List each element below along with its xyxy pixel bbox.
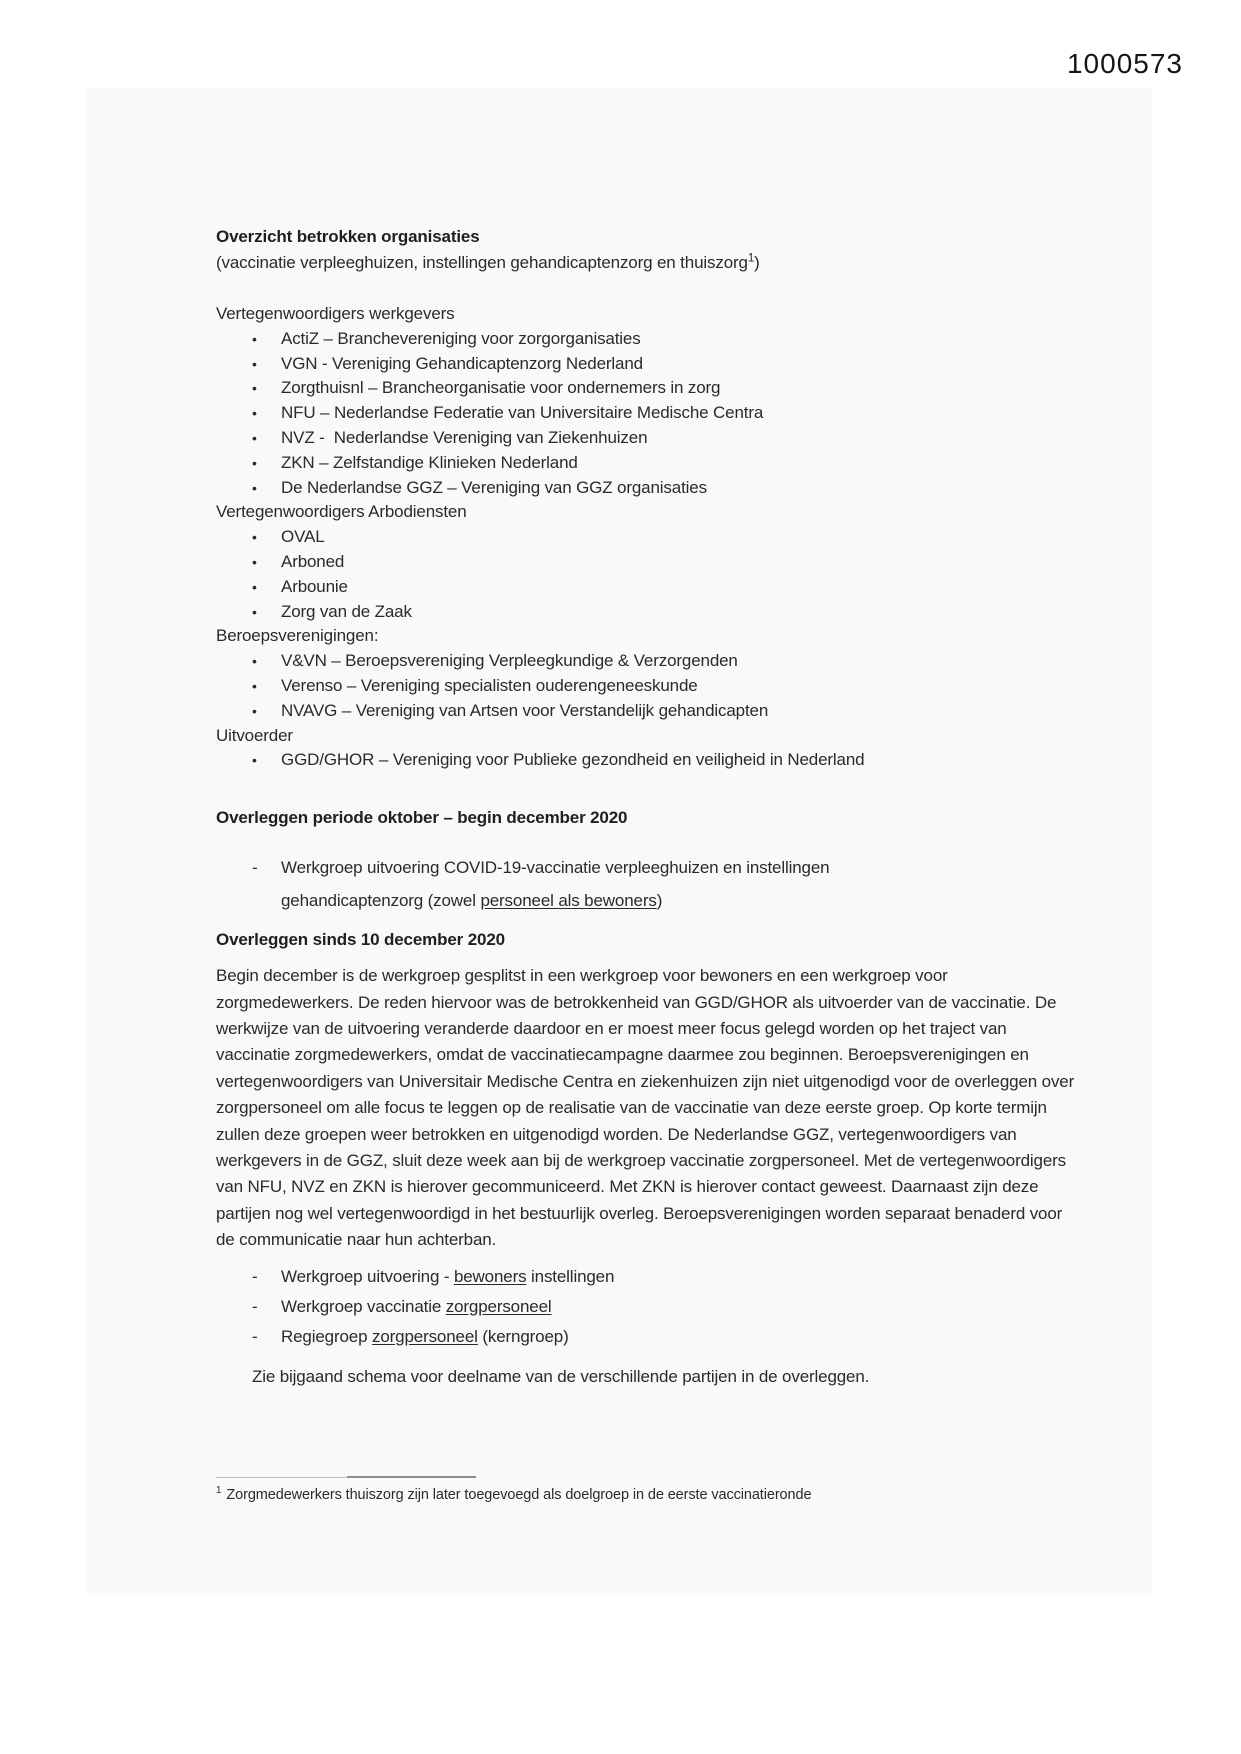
org-item: • NFU – Nederlandse Federatie van Universitaire Medische Centra (216, 401, 1084, 426)
org-item: • NVZ - Nederlandse Vereniging van Ziekenhuizen (216, 426, 1084, 451)
footnote-body: Zorgmedewerkers thuiszorg zijn later toegevoegd als doelgroep in de eerste vaccinatieronde (226, 1487, 812, 1503)
bullet-icon: • (252, 355, 257, 372)
group-label-beroepsverenigingen: Beroepsverenigingen: (216, 626, 379, 646)
werkgroep-list (216, 1262, 1084, 1352)
separator-dark-segment (347, 1476, 476, 1478)
dash-icon: - (252, 1296, 258, 1316)
document-subtitle (216, 250, 1084, 276)
list-item-text: Werkgroep vaccinatie (281, 1296, 446, 1316)
group-label-werkgevers: Vertegenwoordigers werkgevers (216, 304, 455, 323)
dash-icon: - (252, 858, 258, 878)
footnote-separator (216, 1476, 976, 1478)
bates-number: 1000573 (1066, 48, 1183, 79)
footnote-reference-mark: 1 (747, 252, 755, 265)
bullet-icon: • (252, 653, 257, 670)
section-heading-overleggen-oktober: Overleggen periode oktober – begin december 2020 (216, 808, 628, 828)
org-item: • ActiZ – Branchevereniging voor zorgorganisaties (216, 327, 1084, 352)
org-item: • VGN - Vereniging Gehandicaptenzorg Nederland (216, 352, 1084, 377)
document-content (216, 224, 1084, 1390)
underlined-text: zorgpersoneel (445, 1296, 552, 1316)
group-label-uitvoerder: Uitvoerder (216, 725, 293, 745)
body-paragraph: Begin december is de werkgroep gesplitst in een werkgroep voor bewoners en een werkgroep voor zorgmedewerkers. De reden hiervoor was de betrokkenheid van GGD/GHOR als uitvoerder van de vaccinatie. De werkwijze van de uitvoering veranderde daardoor en er moest meer focus gelegd worden op het traject van vaccinatie zorgmedewerkers, omdat de vaccinatiecampagne daarmee zou beginnen. Beroepsverenigingen en vertegenwoordigers van Universitair Medische Centra en ziekenhuizen zijn niet uitgenodigd voor de overleggen over zorgpersoneel om alle focus te leggen op de realisatie van de vaccinatie van deze eerste groep. Op korte termijn zullen deze groepen weer betrokken en uitgenodigd worden. De Nederlandse GGZ, vertegenwoordigers van werkgevers in de GGZ, sluit deze week aan bij de werkgroep vaccinatie zorgpersoneel. Met de vertegenwoordigers van NFU, NVZ en ZKN is hierover gecommuniceerd. Met ZKN is hierover contact geweest. Daarnaast zijn deze partijen nog wel vertegenwoordigd in het bestuurlijk overleg. Beroepsverenigingen worden separaat benaderd voor de communicatie naar hun achterban. (216, 966, 1075, 1250)
org-item: • V&VN – Beroepsvereniging Verpleegkundige & Verzorgenden (216, 649, 1084, 674)
list-item-werkgroep-covid (216, 851, 931, 917)
underlined-text: bewoners (453, 1266, 527, 1286)
bullet-icon: • (252, 677, 257, 694)
bullet-icon: • (252, 454, 257, 471)
closing-sentence: Zie bijgaand schema voor deelname van de verschillende partijen in de overleggen. (252, 1366, 870, 1386)
organisations-list (216, 302, 1084, 773)
list-item-text: Regiegroep (281, 1326, 372, 1346)
org-item: • De Nederlandse GGZ – Vereniging van GGZ organisaties (216, 476, 1084, 501)
org-item: • Arboned (216, 550, 1084, 575)
dash-icon: - (252, 1326, 258, 1346)
bullet-icon: • (252, 553, 257, 570)
list-item-text: (kerngroep) (477, 1326, 569, 1346)
underlined-text: zorgpersoneel (371, 1326, 478, 1346)
document-title: Overzicht betrokken organisaties (216, 227, 480, 246)
separator-light-segment (216, 1477, 347, 1478)
org-item: • Zorg van de Zaak (216, 600, 1084, 625)
org-item: • OVAL (216, 525, 1084, 550)
bullet-icon: • (252, 429, 257, 446)
dash-icon: - (252, 1266, 258, 1286)
list-item-text: instellingen (526, 1266, 615, 1286)
org-item: • NVAVG – Vereniging van Artsen voor Verstandelijk gehandicapten (216, 699, 1084, 724)
list-item-werkgroep-zorgpersoneel (216, 1292, 1084, 1322)
bullet-icon: • (252, 578, 257, 595)
section-heading-overleggen-december: Overleggen sinds 10 december 2020 (216, 930, 505, 950)
list-item-text: Werkgroep uitvoering - (281, 1266, 454, 1286)
subtitle-text: (vaccinatie verpleeghuizen, instellingen gehandicaptenzorg en thuiszorg (216, 253, 748, 272)
org-item: • ZKN – Zelfstandige Klinieken Nederland (216, 451, 1084, 476)
bullet-icon: • (252, 405, 257, 422)
org-item: • Verenso – Vereniging specialisten ouderengeneeskunde (216, 674, 1084, 699)
org-item: • Arbounie (216, 575, 1084, 600)
list-item-text: ) (656, 891, 663, 911)
bullet-icon: • (252, 529, 257, 546)
bullet-icon: • (252, 479, 257, 496)
bullet-icon: • (252, 330, 257, 347)
org-item: • Zorgthuisnl – Brancheorganisatie voor ondernemers in zorg (216, 376, 1084, 401)
bullet-icon: • (252, 702, 257, 719)
bullet-icon: • (252, 603, 257, 620)
bullet-icon: • (252, 752, 257, 769)
list-item-werkgroep-bewoners (216, 1262, 1084, 1292)
footnote-area (216, 1476, 976, 1505)
scanned-page-area (87, 88, 1152, 1593)
list-item-regiegroep (216, 1322, 1084, 1352)
list-item-text: Werkgroep uitvoering COVID-19-vaccinatie verpleeghuizen en instellingen gehandicaptenzorg (zowel (281, 858, 830, 911)
bullet-icon: • (252, 380, 257, 397)
footnote-text (216, 1485, 976, 1505)
org-item: • GGD/GHOR – Vereniging voor Publieke gezondheid en veiligheid in Nederland (216, 748, 1084, 773)
group-label-arbodiensten: Vertegenwoordigers Arbodiensten (216, 502, 467, 522)
underlined-text: personeel als bewoners (480, 891, 657, 911)
footnote-number: 1 (216, 1485, 222, 1497)
subtitle-close-paren: ) (754, 253, 760, 272)
